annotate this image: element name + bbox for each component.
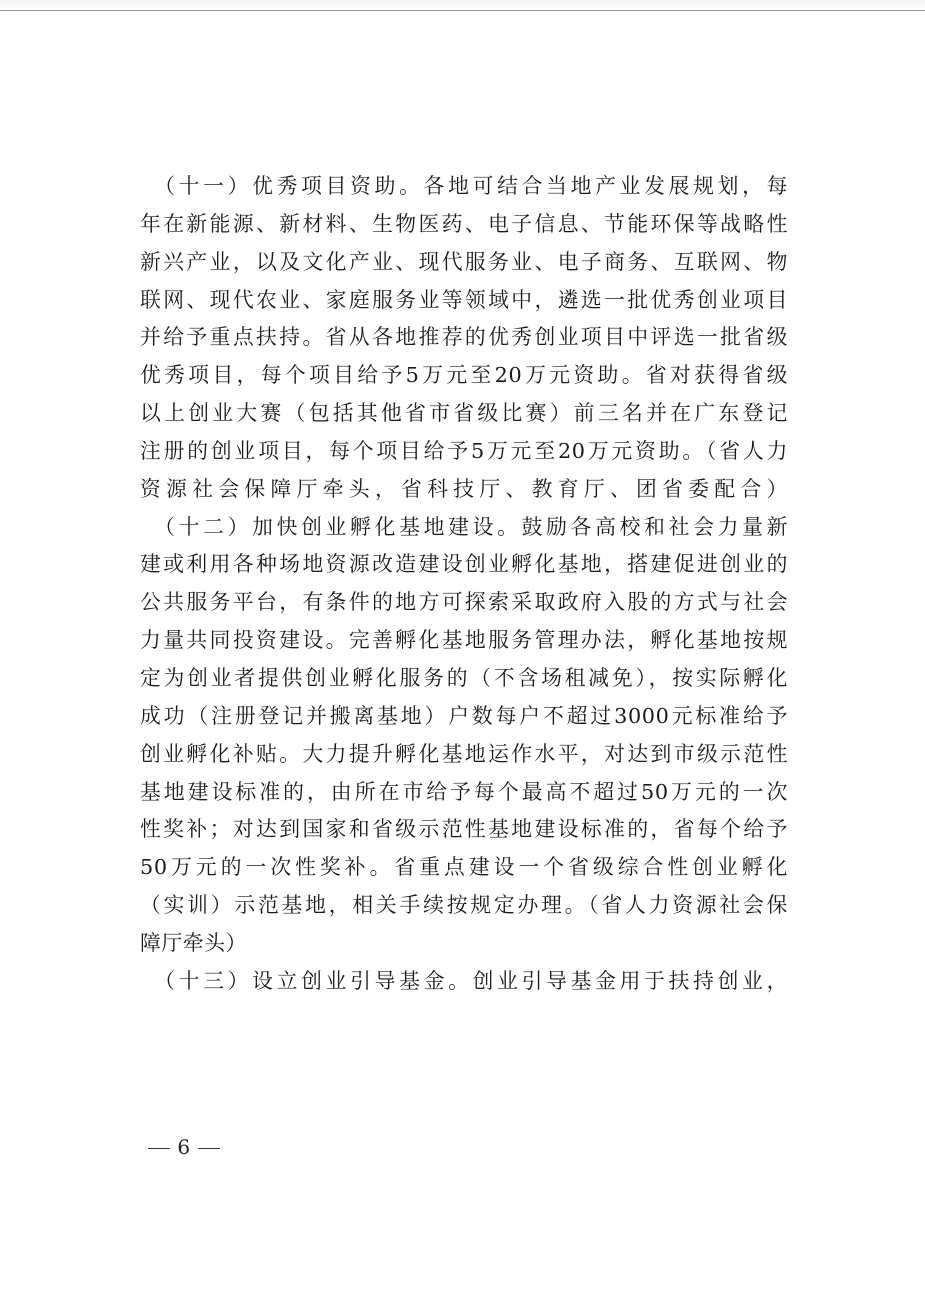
- document-body: [140, 168, 788, 1001]
- text-line: 注册的创业项目，每个项目给予5万元至20万元资助。（省人力: [140, 438, 788, 463]
- text-line: （十三）设立创业引导基金。创业引导基金用于扶持创业，: [140, 968, 788, 993]
- text-line: 50万元的一次性奖补。省重点建设一个省级综合性创业孵化: [140, 855, 788, 880]
- text-line: （十一）优秀项目资助。各地可结合当地产业发展规划，每: [140, 174, 788, 198]
- scan-top-edge: [0, 0, 925, 11]
- text-line: 性奖补；对达到国家和省级示范性基地建设标准的，省每个给予: [140, 817, 788, 842]
- text-line: 优秀项目，每个项目给予5万元至20万元资助。省对获得省级: [140, 363, 788, 388]
- text-line: 资源社会保障厅牵头，省科技厅、教育厅、团省委配合）: [140, 476, 788, 501]
- text-line: 定为创业者提供创业孵化服务的（不含场租减免），按实际孵化: [140, 665, 788, 690]
- text-line: 年在新能源、新材料、生物医药、电子信息、节能环保等战略性: [140, 211, 788, 236]
- text-line: 并给予重点扶持。省从各地推荐的优秀创业项目中评选一批省级: [140, 325, 788, 350]
- text-line: 以上创业大赛（包括其他省市省级比赛）前三名并在广东登记: [140, 401, 788, 426]
- paragraph-12: [140, 509, 788, 963]
- text-line: （实训）示范基地，相关手续按规定办理。（省人力资源社会保: [140, 893, 788, 918]
- text-line: 公共服务平台，有条件的地方可探索采取政府入股的方式与社会: [140, 590, 788, 615]
- text-line: 创业孵化补贴。大力提升孵化基地运作水平，对达到市级示范性: [140, 741, 788, 766]
- page-number: [148, 1132, 220, 1162]
- dash-right: [198, 1148, 220, 1149]
- dash-left: [148, 1148, 170, 1149]
- text-line: （十二）加快创业孵化基地建设。鼓励各高校和社会力量新: [140, 514, 788, 539]
- text-line: 力量共同投资建设。完善孵化基地服务管理办法，孵化基地按规: [140, 628, 788, 653]
- page-number-value: 6: [177, 1135, 192, 1159]
- text-line: 障厅牵头）: [140, 930, 247, 955]
- text-line: 成功（注册登记并搬离基地）户数每户不超过3000元标准给予: [140, 703, 788, 728]
- text-line: 基地建设标准的，由所在市给予每个最高不超过50万元的一次: [140, 779, 788, 804]
- paragraph-11: [140, 168, 788, 509]
- text-line: 联网、现代农业、家庭服务业等领域中，遴选一批优秀创业项目: [140, 287, 788, 312]
- paragraph-13: [140, 963, 788, 1001]
- text-line: 建或利用各种场地资源改造建设创业孵化基地，搭建促进创业的: [140, 552, 788, 577]
- text-line: 新兴产业，以及文化产业、现代服务业、电子商务、互联网、物: [140, 249, 788, 274]
